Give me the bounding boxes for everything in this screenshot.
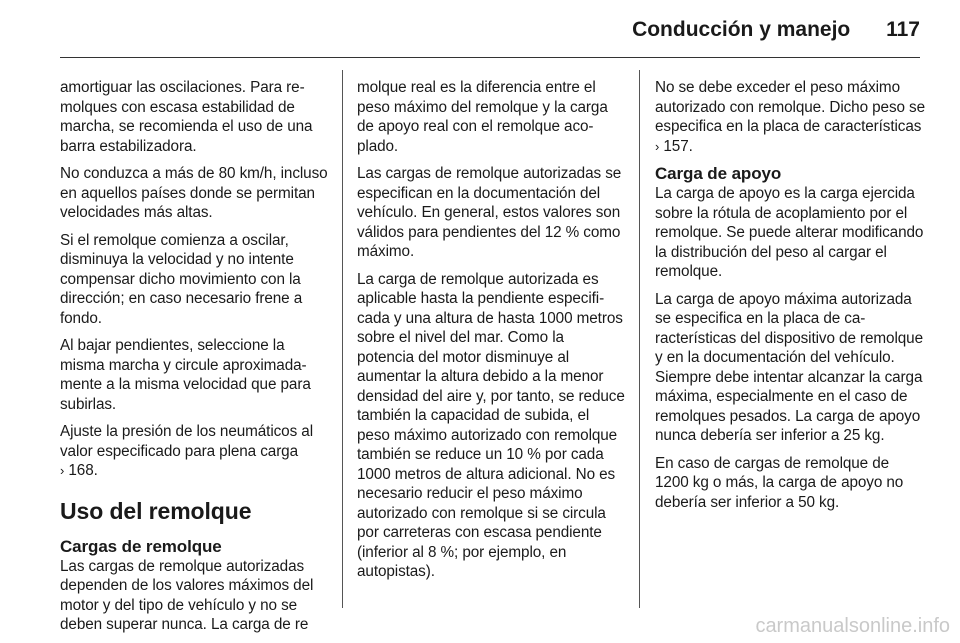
paragraph: Las cargas de remolque autorizadas se especifican en la documentación del vehículo. En general, estos valores son válidos para pendientes del 12 % como máximo. bbox=[357, 165, 622, 260]
page-reference[interactable]: 157. bbox=[663, 137, 693, 155]
paragraph: amortiguar las oscilaciones. Para remolques con escasa estabilidad de marcha, se recomienda el uso de una barra estabilizadora. bbox=[60, 79, 313, 155]
watermark: carmanualsonline.info bbox=[755, 615, 950, 637]
paragraph: En caso de cargas de remolque de 1200 kg o más, la carga de apoyo no debería ser inferior a 50 kg. bbox=[655, 454, 904, 511]
column-3 bbox=[655, 78, 925, 520]
page-number: 117 bbox=[886, 18, 920, 41]
column-divider-right bbox=[639, 70, 640, 608]
paragraph-with-ref: No se debe exceder el peso máximo autorizado con remolque. Dicho peso se especifica en la placa de características › 157. bbox=[655, 79, 926, 155]
page-title: Conducción y manejo bbox=[632, 18, 851, 41]
column-1 bbox=[60, 78, 328, 643]
section-title: Uso del remolque bbox=[60, 497, 252, 524]
page-reference-icon[interactable]: › bbox=[60, 463, 65, 478]
page-reference[interactable]: 168. bbox=[68, 462, 98, 479]
paragraph: Al bajar pendientes, seleccione la misma marcha y circule aproximadamente a la misma velocidad que para subirlas. bbox=[60, 337, 311, 413]
paragraph: La carga de apoyo máxima autorizada se especifica en la placa de características del dispositivo de remolque y en la documentación del vehículo. Siempre debe intentar alcanzar la carga máxima, especialmente en el caso de remolques pesados. La carga de apoyo nunca debería ser inferior a 25 kg. bbox=[655, 290, 923, 444]
header-divider bbox=[60, 57, 920, 58]
paragraph: La carga de apoyo es la carga ejercida sobre la rótula de acoplamiento por el remolque. Se puede alterar modificando la distribución del peso al cargar el remolque. bbox=[655, 185, 924, 280]
column-divider-left bbox=[342, 70, 343, 608]
paragraph: La carga de remolque autorizada es aplicable hasta la pendiente especificada y una altura de hasta 1000 metros sobre el nivel del mar. Como la potencia del motor disminuye al aumentar la altura debido a la menor densidad del aire y, por tanto, se reduce también la capacidad de subida, el peso máximo autorizado con remolque también se reduce un 10 % por cada 1000 metros de altura adicional. No es necesario reducir el peso máximo autorizado con remolque si se circula por carreteras con escasa pendiente (inferior al 8 %; por ejemplo, en autopistas). bbox=[357, 270, 625, 580]
paragraph: Las cargas de remolque autorizadas dependen de los valores máximos del motor y del tipo de vehículo y no se deben superar nunca. La carga de re bbox=[60, 557, 314, 633]
subsection-title: Cargas de remolque bbox=[60, 536, 222, 556]
column-2 bbox=[357, 78, 625, 590]
paragraph: No conduzca a más de 80 km/h, incluso en aquellos países donde se permitan velocidades más altas. bbox=[60, 165, 328, 221]
paragraph: Si el remolque comienza a oscilar, disminuya la velocidad y no intente compensar dicho movimiento con la dirección; en caso necesario frene a fondo. bbox=[60, 231, 303, 327]
paragraph-with-ref: Ajuste la presión de los neumáticos al valor especificado para plena carga › 168. bbox=[60, 423, 313, 479]
page-reference-icon[interactable]: › bbox=[655, 138, 660, 154]
page-header bbox=[60, 14, 920, 46]
subsection-title: Carga de apoyo bbox=[655, 164, 782, 183]
paragraph: molque real es la diferencia entre el peso máximo del remolque y la carga de apoyo real con el remolque acoplado. bbox=[357, 79, 608, 155]
